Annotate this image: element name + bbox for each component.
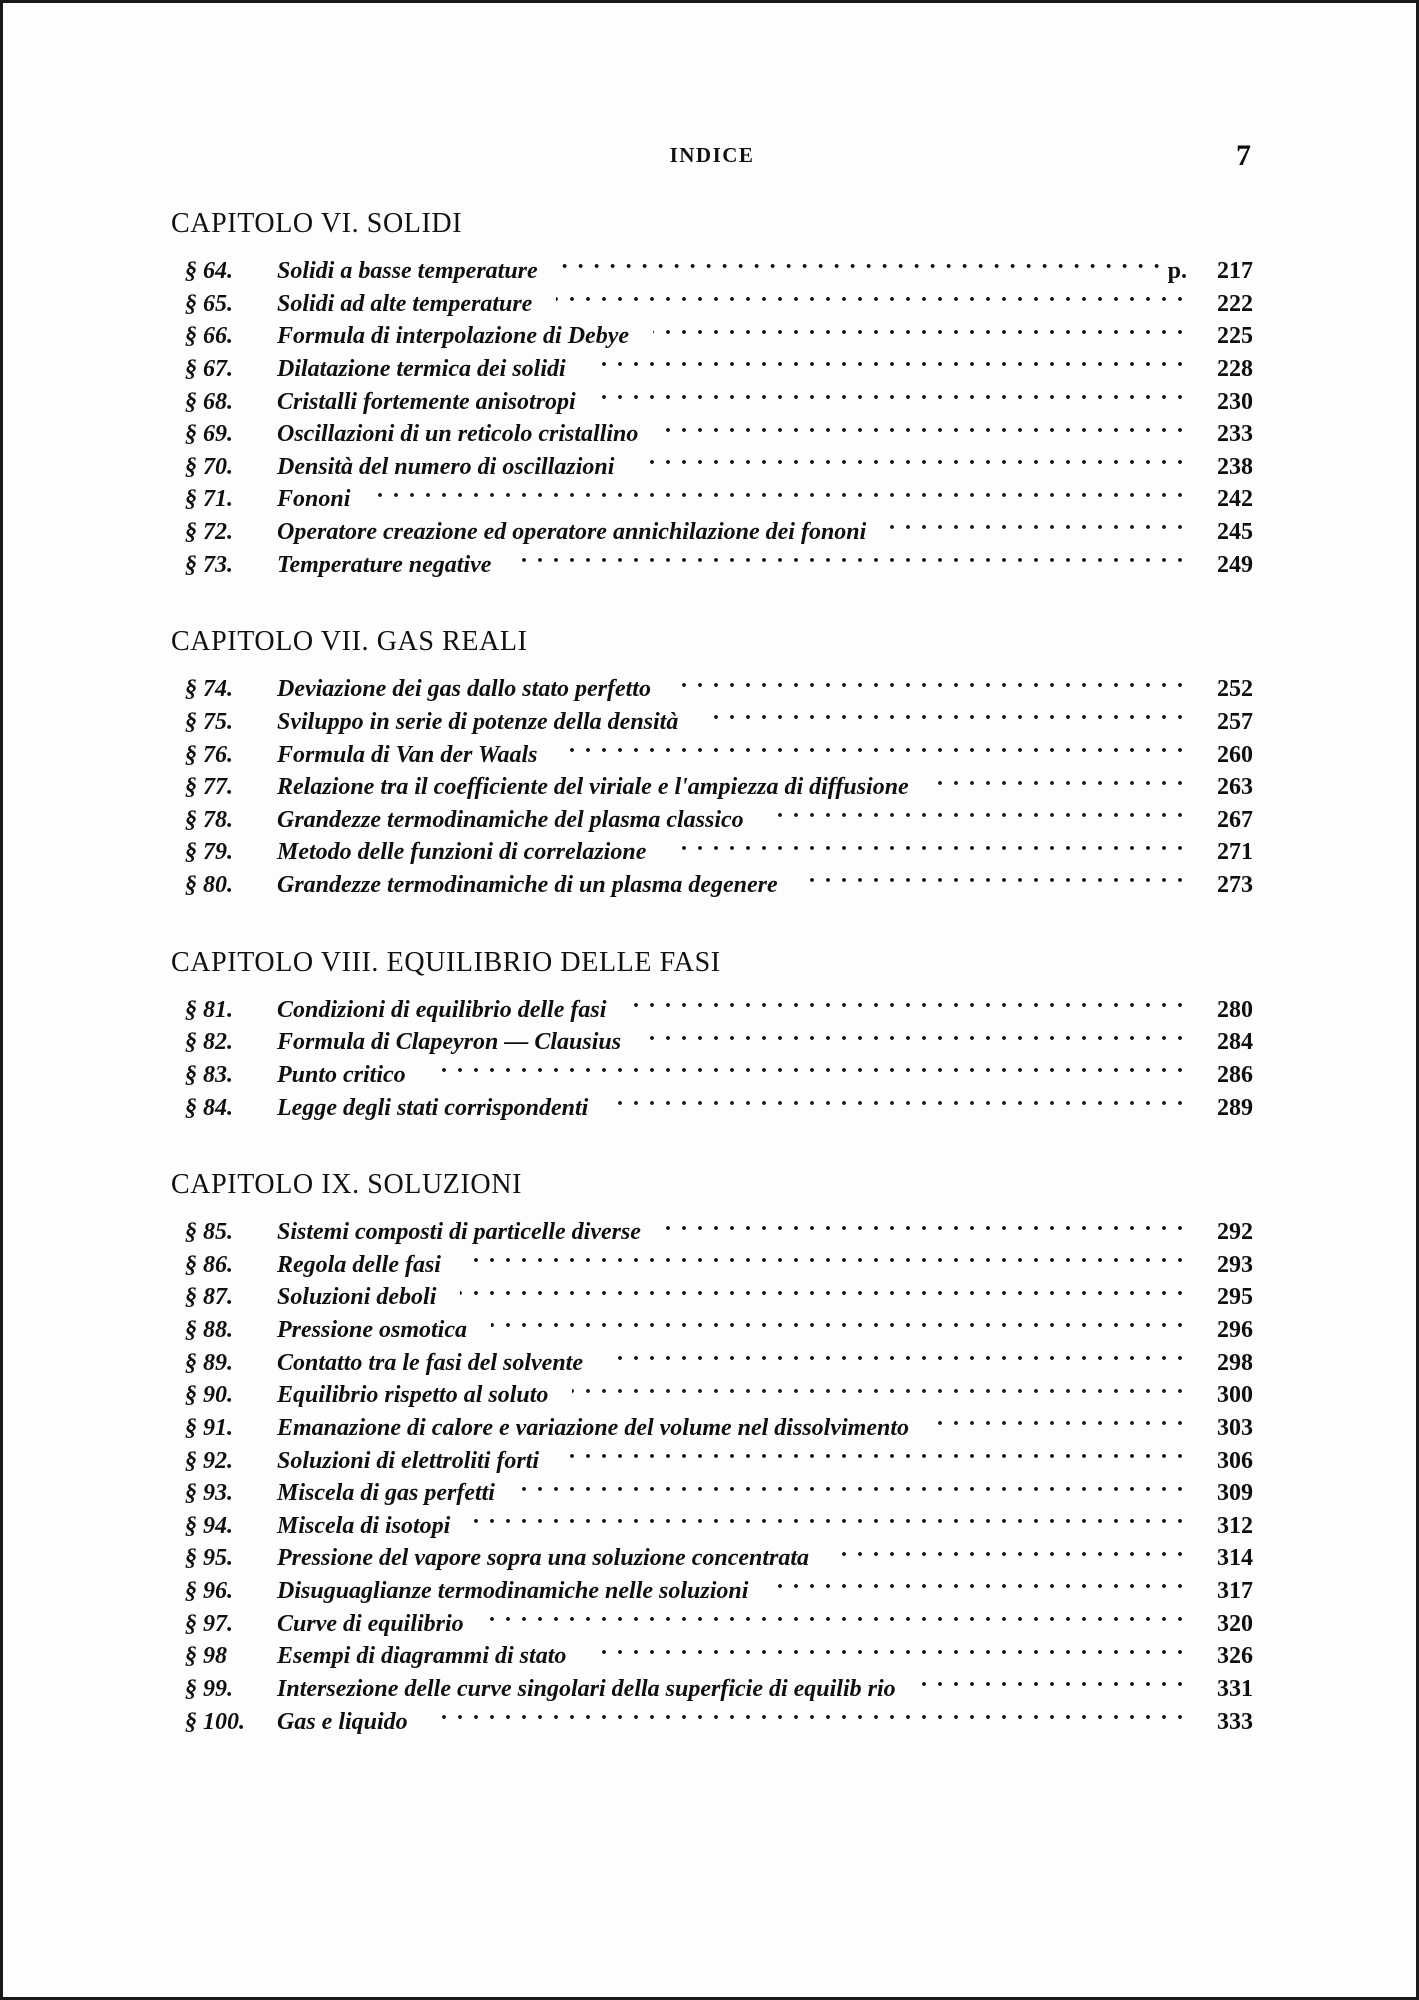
toc-entry-page-number: 317 [1217, 1578, 1253, 1604]
toc-entry-section-number: § 89. [185, 1349, 233, 1376]
dot-leader [590, 352, 1185, 376]
toc-entry-page-number: 300 [1217, 1382, 1253, 1409]
toc-entry-title: Grandezze termodinamiche di un plasma degenere [277, 872, 778, 898]
toc-entry-section-number: § 67. [185, 355, 233, 382]
dot-leader [833, 1541, 1185, 1565]
dot-leader [702, 705, 1185, 729]
dot-leader [772, 1574, 1185, 1598]
toc-entry-section-number: § 88. [185, 1317, 233, 1343]
toc-entry-section-number: § 72. [185, 519, 233, 545]
toc-entry-section-number: § 100. [185, 1708, 245, 1735]
toc-entry[interactable] [185, 482, 1253, 515]
toc-entry-title: Operatore creazione ed operatore annichilazione dei fononi [277, 519, 867, 545]
dot-leader [920, 1672, 1185, 1696]
dot-leader [562, 254, 1162, 278]
toc-entry[interactable] [185, 1444, 1253, 1477]
toc-entry-section-number: § 98 [185, 1643, 227, 1670]
chapter-entry-list [171, 254, 1253, 580]
dot-leader [491, 1313, 1185, 1337]
toc-entry-title: Soluzioni deboli [277, 1284, 437, 1311]
toc-entry-title: Pressione del vapore sopra una soluzione concentrata [277, 1545, 810, 1572]
toc-entry-page-number: 314 [1217, 1545, 1253, 1572]
toc-entry-page-number: 331 [1217, 1675, 1253, 1702]
toc-entry[interactable] [185, 450, 1253, 483]
toc-entry-title: Grandezze termodinamiche del plasma classico [277, 806, 744, 833]
chapter-section [171, 208, 1253, 580]
toc-entry-page-number: 228 [1217, 355, 1253, 382]
toc-entry[interactable] [185, 352, 1253, 385]
toc-entry[interactable] [185, 1091, 1253, 1124]
toc-entry-page-number: 222 [1217, 290, 1253, 317]
toc-entry-page-number: 260 [1217, 741, 1253, 768]
toc-entry[interactable] [185, 287, 1253, 320]
toc-entry-page-number: 284 [1217, 1029, 1253, 1056]
dot-leader [432, 1705, 1185, 1729]
toc-entry[interactable] [185, 1639, 1253, 1672]
toc-entry-page-number: 230 [1217, 388, 1253, 415]
toc-entry-title: Densità del numero di oscillazioni [277, 453, 615, 480]
toc-entry-title: Equilibrio rispetto al soluto [277, 1382, 549, 1409]
toc-entry-page-number: 306 [1217, 1447, 1253, 1474]
page-folio-number: 7 [1236, 139, 1251, 172]
toc-entry[interactable] [185, 1280, 1253, 1313]
toc-entry-title: Contatto tra le fasi del solvente [277, 1349, 583, 1376]
dot-leader [662, 417, 1185, 441]
toc-entry-section-number: § 77. [185, 774, 233, 801]
toc-entry[interactable] [185, 1607, 1253, 1640]
toc-entry-section-number: § 66. [185, 323, 233, 350]
toc-entry-page-number: 217 [1217, 258, 1253, 284]
chapter-entry-list [171, 1215, 1253, 1737]
dot-leader [638, 450, 1185, 474]
dot-leader [600, 385, 1185, 409]
dot-leader [519, 1476, 1185, 1500]
toc-entry-page-number: 326 [1217, 1643, 1253, 1670]
toc-entry-section-number: § 79. [185, 839, 233, 866]
toc-entry-section-number: § 93. [185, 1480, 233, 1507]
toc-entry-page-number: 286 [1217, 1061, 1253, 1088]
toc-entry[interactable] [185, 738, 1253, 771]
dot-leader [465, 1248, 1185, 1272]
dot-leader [460, 1280, 1185, 1304]
chapter-heading: CAPITOLO VI. SOLIDI [171, 208, 463, 239]
toc-entry-page-number: 242 [1217, 486, 1253, 513]
toc-entry-section-number: § 95. [185, 1545, 233, 1572]
toc-entry-page-number: 295 [1217, 1284, 1253, 1311]
toc-entry-section-number: § 70. [185, 453, 233, 480]
toc-entry-section-number: § 75. [185, 708, 233, 735]
toc-entry[interactable] [185, 803, 1253, 836]
dot-leader [607, 1346, 1185, 1370]
toc-entry-section-number: § 71. [185, 486, 233, 513]
dot-leader [374, 482, 1185, 506]
toc-entry[interactable] [185, 1541, 1253, 1574]
toc-entry-section-number: § 68. [185, 388, 233, 415]
toc-entry-title: Formula di Clapeyron — Clausius [277, 1029, 622, 1056]
chapter-heading: CAPITOLO IX. SOLUZIONI [171, 1169, 522, 1201]
toc-entry-page-prefix: p. [1167, 258, 1187, 284]
toc-entry-title: Esempi di diagrammi di stato [277, 1643, 567, 1670]
toc-entry-title: Solidi a basse temperature [277, 258, 538, 284]
toc-entry-section-number: § 74. [185, 676, 233, 703]
chapter-entry-list [171, 993, 1253, 1124]
chapter-heading: CAPITOLO VII. GAS REALI [171, 626, 528, 658]
toc-entry-section-number: § 99. [185, 1675, 233, 1702]
toc-entry-section-number: § 65. [185, 290, 233, 317]
toc-entry[interactable] [185, 1313, 1253, 1346]
toc-entry[interactable] [185, 515, 1253, 548]
toc-entry-page-number: 320 [1217, 1610, 1253, 1637]
toc-entry-title: Temperature negative [277, 551, 492, 578]
toc-entry-page-number: 289 [1217, 1094, 1253, 1121]
toc-entry-section-number: § 78. [185, 806, 233, 833]
toc-entry-section-number: § 81. [185, 996, 233, 1023]
toc-entry-title: Legge degli stati corrispondenti [277, 1094, 589, 1121]
chapter-section [171, 931, 1253, 1124]
toc-entry-page-number: 257 [1217, 708, 1253, 735]
chapter-entry-list [171, 672, 1253, 900]
toc-entry[interactable] [185, 1378, 1253, 1411]
toc-entry-title: Curve di equilibrio [277, 1610, 464, 1637]
toc-entry-page-number: 303 [1217, 1414, 1253, 1441]
toc-entry-page-number: 333 [1217, 1708, 1253, 1735]
dot-leader [670, 835, 1185, 859]
toc-entry[interactable] [185, 705, 1253, 738]
toc-entry[interactable] [185, 1058, 1253, 1091]
toc-entry[interactable] [185, 868, 1253, 901]
toc-entry-title: Solidi ad alte temperature [277, 290, 533, 317]
toc-entry[interactable] [185, 1025, 1253, 1058]
toc-entry[interactable] [185, 254, 1253, 287]
dot-leader [488, 1607, 1185, 1631]
toc-entry-section-number: § 85. [185, 1219, 233, 1246]
toc-entry-title: Emanazione di calore e variazione del volume nel dissolvimento [277, 1414, 909, 1441]
toc-entry-section-number: § 83. [185, 1061, 233, 1088]
toc-entry-section-number: § 87. [185, 1284, 233, 1311]
toc-entry[interactable] [185, 385, 1253, 418]
toc-entry[interactable] [185, 993, 1253, 1026]
dot-leader [675, 672, 1185, 696]
dot-leader [515, 548, 1185, 572]
toc-entry-section-number: § 97. [185, 1610, 233, 1637]
toc-entry-title: Fononi [277, 486, 351, 513]
toc-entry-page-number: 296 [1217, 1317, 1253, 1343]
toc-entry-title: Soluzioni di elettroliti forti [277, 1447, 540, 1474]
toc-entry-title: Relazione tra il coefficiente del viriale e l'ampiezza di diffusione [277, 774, 909, 801]
dot-leader [768, 803, 1185, 827]
toc-entry-title: Miscela di gas perfetti [277, 1480, 495, 1507]
toc-entry-section-number: § 96. [185, 1578, 233, 1604]
toc-entry[interactable] [185, 1672, 1253, 1705]
dot-leader [933, 770, 1185, 794]
toc-entry-section-number: § 91. [185, 1414, 233, 1441]
toc-entry-title: Sistemi composti di particelle diverse [277, 1219, 641, 1246]
toc-entry-page-number: 293 [1217, 1251, 1253, 1278]
toc-entry-title: Cristalli fortemente anisotropi [277, 388, 576, 415]
dot-leader [612, 1091, 1185, 1115]
dot-leader [430, 1058, 1185, 1082]
chapter-section [171, 610, 1253, 900]
toc-entry-section-number: § 80. [185, 872, 233, 898]
toc-entry[interactable] [185, 417, 1253, 450]
toc-entry[interactable] [185, 1476, 1253, 1509]
toc-entry[interactable] [185, 1215, 1253, 1248]
chapter-section [171, 1153, 1253, 1737]
toc-entry-page-number: 271 [1217, 839, 1253, 866]
dot-leader [562, 738, 1185, 762]
toc-entry-section-number: § 82. [185, 1029, 233, 1056]
toc-entry-page-number: 267 [1217, 806, 1253, 833]
toc-entry-page-number: 238 [1217, 453, 1253, 480]
toc-entry-title: Dilatazione termica dei solidi [277, 355, 566, 382]
toc-entry-section-number: § 76. [185, 741, 233, 768]
toc-entry[interactable] [185, 319, 1253, 352]
toc-entry[interactable] [185, 1705, 1253, 1738]
toc-entry-page-number: 309 [1217, 1480, 1253, 1507]
toc-entry[interactable] [185, 770, 1253, 803]
page-content-area [3, 3, 1416, 1997]
toc-entry-section-number: § 84. [185, 1094, 233, 1121]
dot-leader [556, 287, 1185, 311]
chapter-heading: CAPITOLO VIII. EQUILIBRIO DELLE FASI [171, 946, 721, 978]
dot-leader [802, 868, 1185, 892]
dot-leader [665, 1215, 1185, 1239]
dot-leader [645, 1025, 1185, 1049]
toc-entry-title: Punto critico [277, 1061, 406, 1088]
toc-entry-page-number: 280 [1217, 996, 1253, 1023]
page-title: INDICE [669, 143, 755, 167]
toc-entry[interactable] [185, 1411, 1253, 1444]
toc-entry-page-number: 312 [1217, 1512, 1253, 1539]
toc-entry-section-number: § 94. [185, 1512, 233, 1539]
toc-entry-section-number: § 64. [185, 258, 233, 284]
toc-entry-page-number: 249 [1217, 551, 1253, 578]
toc-entry[interactable] [185, 1509, 1253, 1542]
toc-entry-title: Deviazione dei gas dallo stato perfetto [277, 676, 651, 703]
dot-leader [590, 1639, 1185, 1663]
toc-entry-title: Oscillazioni di un reticolo cristallino [277, 421, 639, 448]
table-of-contents [171, 208, 1253, 1767]
toc-entry[interactable] [185, 548, 1253, 581]
toc-entry[interactable] [185, 1574, 1253, 1607]
dot-leader [572, 1378, 1185, 1402]
dot-leader [563, 1444, 1185, 1468]
toc-entry-title: Disuguaglianze termodinamiche nelle soluzioni [277, 1578, 749, 1604]
toc-entry-section-number: § 73. [185, 551, 233, 578]
toc-entry[interactable] [185, 672, 1253, 705]
toc-entry-title: Condizioni di equilibrio delle fasi [277, 996, 607, 1023]
toc-entry-title: Metodo delle funzioni di correlazione [277, 839, 647, 866]
toc-entry[interactable] [185, 835, 1253, 868]
toc-entry-title: Sviluppo in serie di potenze della densità [277, 708, 679, 735]
toc-entry-page-number: 245 [1217, 519, 1253, 545]
dot-leader [474, 1509, 1185, 1533]
toc-entry-title: Intersezione delle curve singolari della superficie di equilib rio [277, 1675, 896, 1702]
running-head [173, 139, 1251, 183]
toc-entry-section-number: § 92. [185, 1447, 233, 1474]
toc-entry-section-number: § 90. [185, 1382, 233, 1409]
toc-entry-section-number: § 86. [185, 1251, 233, 1278]
toc-entry-page-number: 233 [1217, 421, 1253, 448]
toc-entry-title: Pressione osmotica [277, 1317, 467, 1343]
dot-leader [890, 515, 1185, 539]
toc-entry[interactable] [185, 1346, 1253, 1379]
dot-leader [630, 993, 1185, 1017]
toc-entry-title: Miscela di isotopi [277, 1512, 451, 1539]
toc-entry-page-number: 273 [1217, 872, 1253, 898]
dot-leader [933, 1411, 1185, 1435]
toc-entry-page-number: 292 [1217, 1219, 1253, 1246]
toc-entry[interactable] [185, 1248, 1253, 1281]
toc-entry-title: Formula di Van der Waals [277, 741, 538, 768]
toc-entry-page-number: 263 [1217, 774, 1253, 801]
toc-entry-page-number: 252 [1217, 676, 1253, 703]
toc-entry-title: Regola delle fasi [277, 1251, 441, 1278]
toc-entry-section-number: § 69. [185, 421, 233, 448]
dot-leader [653, 319, 1185, 343]
toc-entry-title: Formula di interpolazione di Debye [277, 323, 630, 350]
toc-entry-page-number: 298 [1217, 1349, 1253, 1376]
toc-entry-page-number: 225 [1217, 323, 1253, 350]
toc-entry-title: Gas e liquido [277, 1708, 408, 1735]
